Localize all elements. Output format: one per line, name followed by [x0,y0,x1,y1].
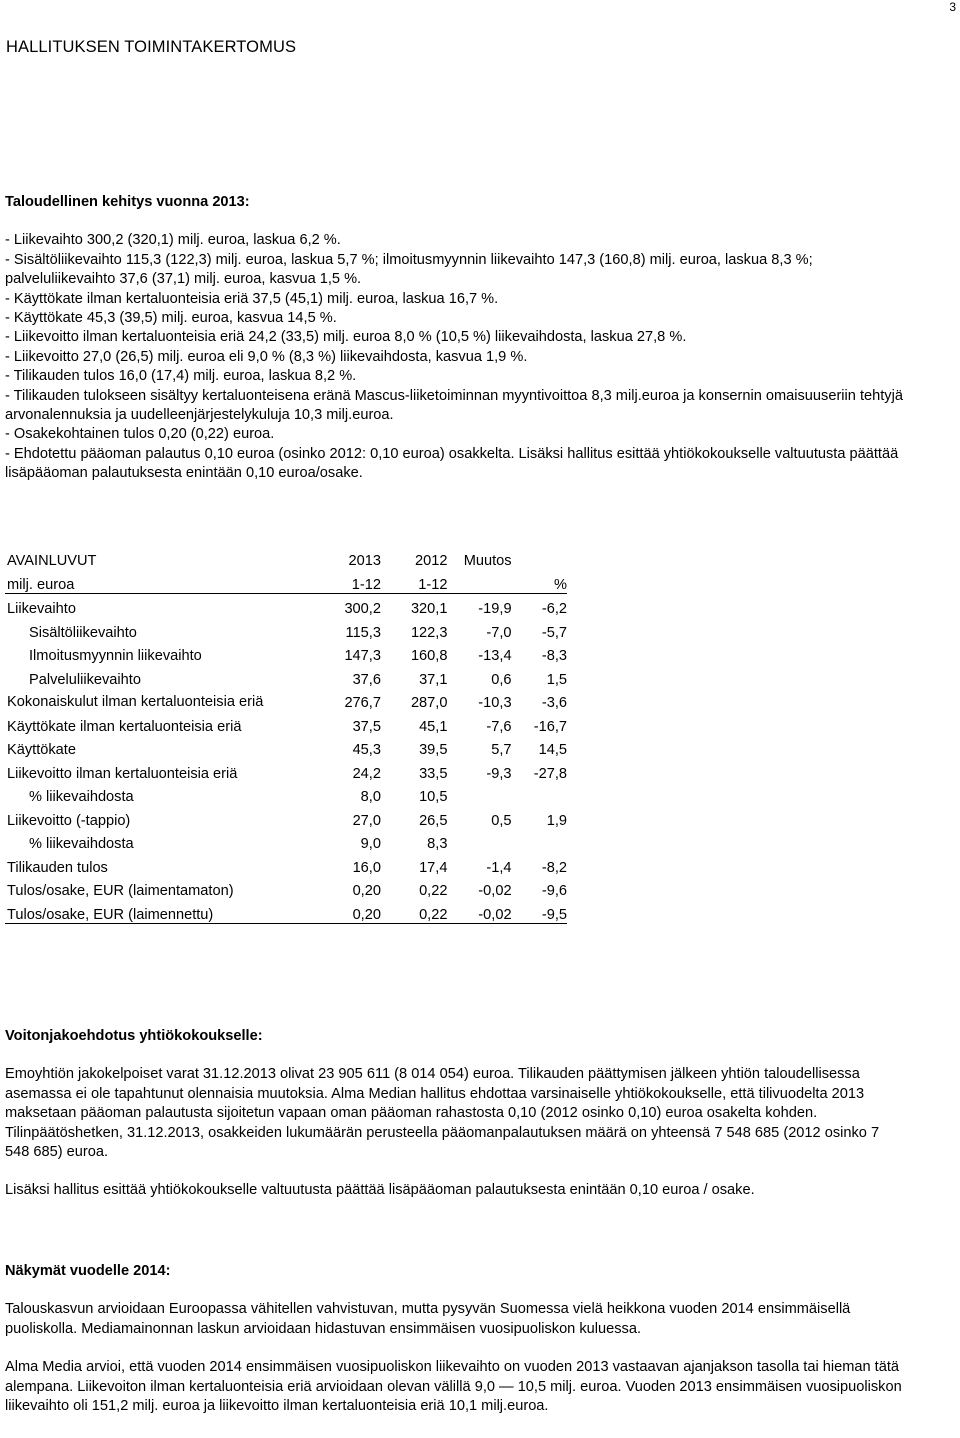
table-period-2012: 1-12 [381,569,448,593]
dividend-paragraph-2: Lisäksi hallitus esittää yhtiökokoukselle valtuutusta päättää lisäpääoman palautuksesta enintään 0,10 euroa / osake. [5,1182,755,1199]
value-change-pct: -8,2 [541,859,567,876]
value-2013: 115,3 [345,624,381,641]
table-period-2013: 1-12 [309,569,381,593]
outlook-paragraph-2: Alma Media arvioi, että vuoden 2014 ensimmäisen vuosipuoliskon liikevaihto on vuoden 2013 vastaavan ajanjakson tasolla tai hieman tätä alempana. Liikevoiton ilman kertaluonteisia eriä arvioidaan olevan välillä 9,0 — 10,5 milj. euroa. Vuoden 2013 ensimmäisen vuosipuoliskon liikevaihto oli 151,2 milj. euroa ja liikevoitto ilman kertaluonteisia eriä 10,1 milj.euroa. [5,1359,902,1415]
value-2012: 45,1 [419,718,448,735]
bullet-item: - Käyttökate ilman kertaluonteisia eriä 37,5 (45,1) milj. euroa, laskua 16,7 %. [5,290,499,307]
table-subheader-muutos [447,569,511,593]
value-change: -0,02 [478,883,512,899]
value-change-pct: -9,5 [512,899,567,923]
page-number: 3 [949,0,956,14]
row-label: Tilikauden tulos [7,859,108,876]
value-2012: 320,1 [410,601,448,617]
row-label: Tulos/osake, EUR (laimennettu) [5,899,309,923]
value-change-pct: -27,8 [533,765,567,782]
bullet-item: - Tilikauden tulos 16,0 (17,4) milj. euroa, laskua 8,2 %. [5,368,357,385]
table-header-muutos: Muutos [463,553,512,569]
value-change [447,829,511,853]
value-change: -0,02 [447,899,511,923]
value-change-pct: -5,7 [541,624,567,641]
table-row [5,782,567,806]
value-change-pct: -9,6 [541,883,567,899]
financial-bullet-list [5,231,905,483]
table-header-2013: 2013 [348,553,381,569]
value-change-pct: -8,3 [541,648,567,664]
value-2013: 0,20 [352,883,381,899]
table-header-row [5,547,567,569]
value-2012: 10,5 [419,789,448,805]
value-change-pct: -6,2 [541,601,567,617]
table-header-title: AVAINLUVUT [7,553,97,569]
table-row [5,688,567,712]
value-2012: 39,5 [419,742,448,758]
row-label: % liikevaihdosta [29,789,134,805]
value-2013: 37,5 [352,718,381,735]
dividend-proposal-section [5,1027,905,1201]
value-2013: 0,20 [309,899,381,923]
bullet-item: - Tilikauden tulokseen sisältyy kertaluonteisena eränä Mascus-liiketoiminnan myyntivoittoa 8,3 milj.euroa ja konsernin omaisuuseriin tehtyjä arvonalennuksia ja uudelleenjärjestelykuluja 10,3 milj.euroa. [5,387,903,424]
value-2013: 8,0 [360,789,381,805]
value-2012: 8,3 [427,836,448,852]
document-header: HALLITUKSEN TOIMINTAKERTOMUS [6,38,297,56]
key-figures-table [5,547,567,924]
table-row [5,735,567,759]
value-change: 0,6 [491,671,512,688]
value-change: -9,3 [486,765,512,782]
bullet-item: - Liikevoitto 27,0 (26,5) milj. euroa eli 9,0 % (8,3 %) liikevaihdosta, kasvua 1,9 %. [5,348,528,365]
table-row [5,664,567,688]
value-2013: 16,0 [352,859,381,876]
value-change-pct: 1,9 [546,812,567,829]
value-2013: 24,2 [352,765,381,782]
value-change-pct [512,829,567,853]
value-change: -19,9 [478,601,512,617]
table-row [5,876,567,900]
value-change: -10,3 [478,695,512,711]
value-change-pct: 14,5 [538,742,567,758]
value-2013: 147,3 [344,648,381,664]
bullet-item: - Sisältöliikevaihto 115,3 (122,3) milj. euroa, laskua 5,7 %; ilmoitusmyynnin liikevaihto 147,3 (160,8) milj. euroa, laskua 8,3 %; palveluliikevaihto 37,6 (37,1) milj. euroa, kasvua 1,5 %. [5,251,813,288]
value-2013: 27,0 [352,812,381,829]
value-2012: 287,0 [410,695,448,711]
value-change: 0,5 [491,812,512,829]
value-change-pct: 1,5 [546,671,567,688]
bullet-item: - Liikevoitto ilman kertaluonteisia eriä 24,2 (33,5) milj. euroa 8,0 % (10,5 %) liikevaihdosta, laskua 27,8 %. [5,329,687,346]
value-2012: 37,1 [419,671,448,688]
table-row [5,899,567,923]
value-change-pct [512,782,567,806]
bullet-item: - Käyttökate 45,3 (39,5) milj. euroa, kasvua 14,5 %. [5,310,337,327]
value-change: -7,0 [486,624,512,641]
value-2012: 33,5 [419,765,448,782]
bullet-item: - Osakekohtainen tulos 0,20 (0,22) euroa. [5,426,275,443]
value-2012: 0,22 [419,883,448,899]
row-label: Tulos/osake, EUR (laimentamaton) [7,883,234,899]
value-change [447,782,511,806]
table-row [5,711,567,735]
table-header-pct [512,547,567,569]
section-title-voitonjako: Voitonjakoehdotus yhtiökokoukselle: [5,1028,263,1044]
table-subheader-pct: % [512,569,567,593]
outlook-section [5,1262,905,1416]
table-unit-label: milj. euroa [5,569,309,593]
row-label: Liikevaihto [7,601,76,617]
value-2013: 37,6 [352,671,381,688]
value-2012: 26,5 [419,812,448,829]
row-label: Ilmoitusmyynnin liikevaihto [29,648,202,664]
value-2012: 0,22 [381,899,448,923]
value-change-pct: -3,6 [541,695,567,711]
row-label: Kokonaiskulut ilman kertaluonteisia eriä [7,694,264,710]
table-row [5,617,567,641]
table-row [5,805,567,829]
row-label: Liikevoitto (-tappio) [7,812,131,829]
value-2012: 122,3 [410,624,448,641]
value-change: -13,4 [478,648,512,664]
value-2013: 276,7 [344,695,381,711]
row-label: Sisältöliikevaihto [29,624,137,641]
dividend-paragraph-1: Emoyhtiön jakokelpoiset varat 31.12.2013 olivat 23 905 611 (8 014 054) euroa. Tilikauden päättymisen jälkeen yhtiön taloudellisessa asemassa ei ole tapahtunut olennaisia muutoksia. Alma Median hallitus ehdottaa varsinaiselle yhtiökokoukselle, että tilivuodelta 2013 maksetaan pääoman palautusta sijoitetun vapaan oman pääoman rahastosta 0,10 (2012 osinko 0,10) euroa osakelta kohden. Tilinpäätöshetken, 31.12.2013, osakkeiden lukumäärän perusteella pääomanpalautuksen määrä on yhteensä 7 548 685 (2012 osinko 7 548 685) euroa. [5,1066,880,1161]
value-2013: 300,2 [344,601,381,617]
table-row [5,852,567,876]
row-label: Käyttökate [7,742,76,758]
table-row [5,758,567,782]
value-2012: 160,8 [410,648,448,664]
value-change: -7,6 [486,718,512,735]
table-subheader-row [5,569,567,593]
section-title-kehitys: Taloudellinen kehitys vuonna 2013: [5,194,250,210]
outlook-paragraph-1: Talouskasvun arvioidaan Euroopassa vähitellen vahvistuvan, mutta pysyvän Suomessa vielä heikkona vuoden 2014 ensimmäisellä puoliskolla. Mediamainonnan laskun arvioidaan hidastuvan ensimmäisen vuosipuoliskon kuluessa. [5,1301,851,1337]
value-2013: 45,3 [352,742,381,758]
bullet-item: - Liikevaihto 300,2 (320,1) milj. euroa, laskua 6,2 %. [5,232,341,249]
table-row [5,829,567,853]
value-2013: 9,0 [360,836,381,852]
section-title-nakymat: Näkymät vuodelle 2014: [5,1263,171,1279]
value-change: -1,4 [486,859,512,876]
table-row [5,593,567,617]
table-header-2012: 2012 [415,553,448,569]
row-label: Palveluliikevaihto [29,671,141,688]
row-label: Käyttökate ilman kertaluonteisia eriä [7,718,242,735]
value-change: 5,7 [491,742,512,758]
row-label: Liikevoitto ilman kertaluonteisia eriä [7,765,238,782]
table-body [5,593,567,923]
financial-development-section [5,193,905,484]
value-change-pct: -16,7 [533,718,567,735]
bullet-item: - Ehdotettu pääoman palautus 0,10 euroa (osinko 2012: 0,10 euroa) osakkelta. Lisäksi hallitus esittää yhtiökokoukselle valtuutusta päättää lisäpääoman palautuksesta enintään 0,10 euroa/osake. [5,445,899,482]
value-2012: 17,4 [419,859,448,876]
table-row [5,641,567,665]
row-label: % liikevaihdosta [29,836,134,852]
